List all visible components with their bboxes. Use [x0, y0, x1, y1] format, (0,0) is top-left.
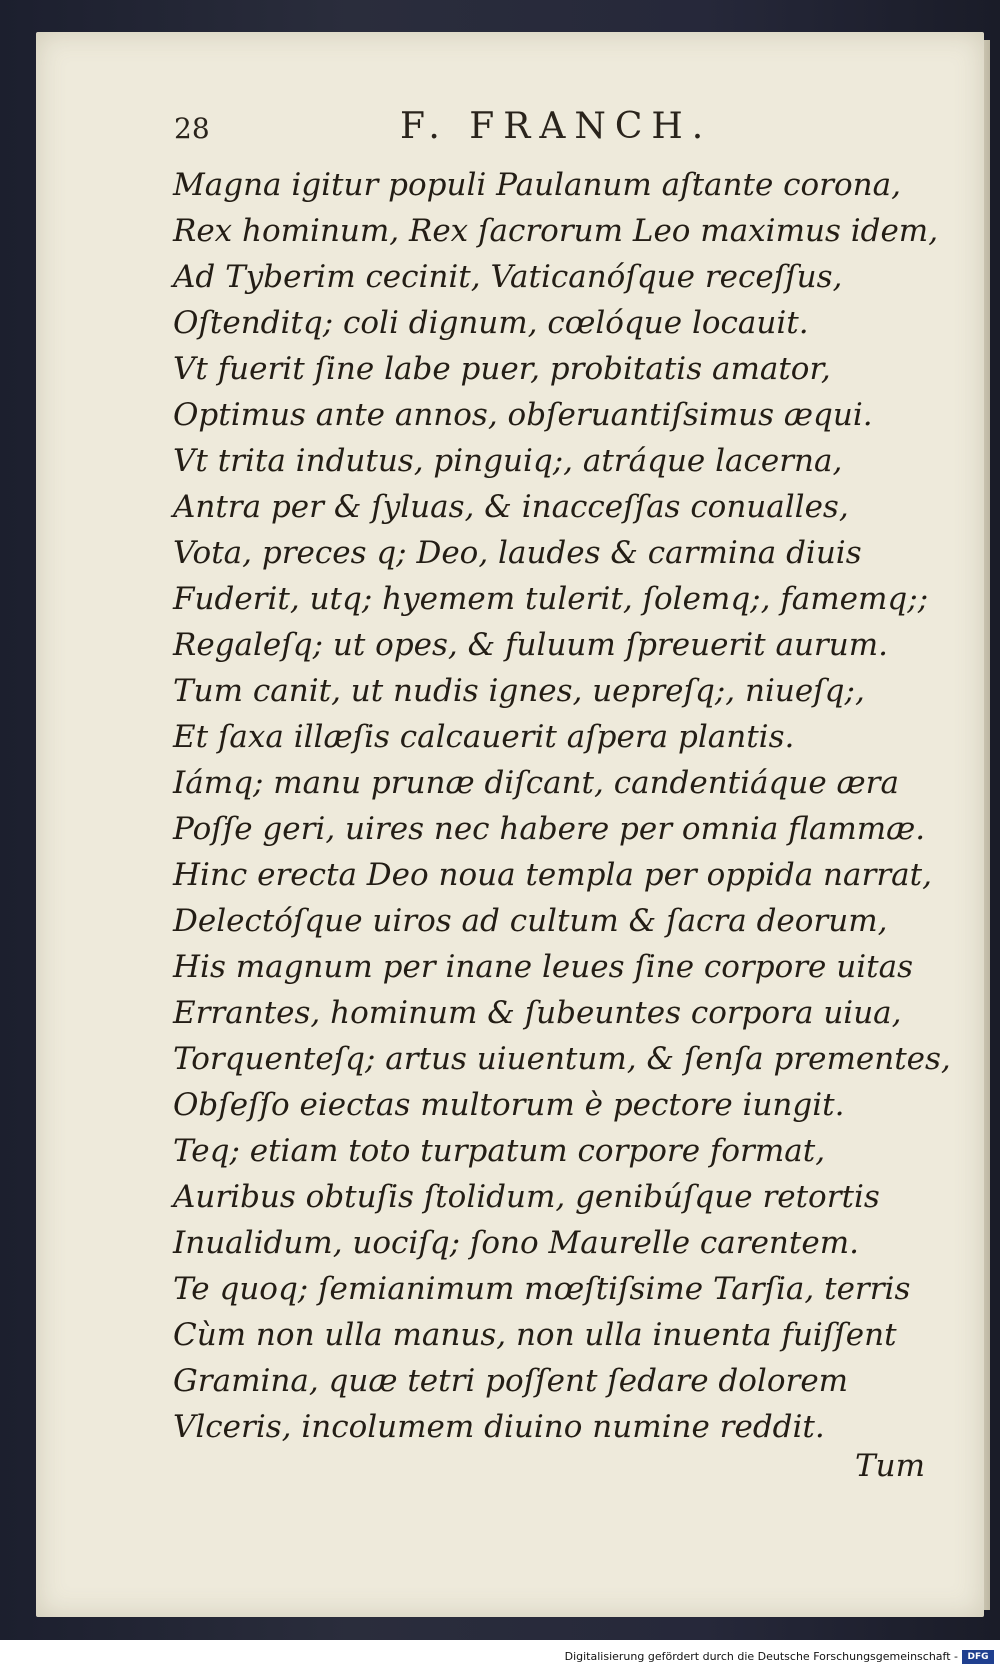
verse-line: Poſſe geri, uires nec habere per omnia flammæ.	[173, 811, 926, 847]
verse-line: Vlceris, incolumem diuino numine reddit.	[173, 1409, 825, 1445]
verse-line: Tum canit, ut nudis ignes, uepreſq;, niueſq;,	[173, 673, 865, 709]
verse-line: Gramina, quæ tetri poſſent ſedare dolorem	[173, 1363, 849, 1399]
verse-line: Delectóſque uiros ad cultum & ſacra deorum,	[173, 903, 888, 939]
dfg-logo: DFG	[962, 1650, 994, 1664]
verse-line: Vt trita indutus, pinguiq;, atráque lacerna,	[173, 443, 843, 479]
verse-line: Torquenteſq; artus uiuentum, & ſenſa prementes,	[173, 1041, 951, 1077]
verse-line: Teq; etiam toto turpatum corpore format,	[173, 1133, 826, 1169]
verse-line: Iámq; manu prunæ diſcant, candentiáque æra	[173, 765, 899, 801]
verse-line: Magna igitur populi Paulanum aſtante corona,	[173, 167, 901, 203]
verse-line: Auribus obtuſis ſtolidum, genibúſque retortis	[173, 1179, 880, 1215]
verse-line: Hinc erecta Deo noua templa per oppida narrat,	[173, 857, 932, 893]
verse-line: Inualidum, uociſq; ſono Maurelle carentem.	[173, 1225, 859, 1261]
verse-line: Rex hominum, Rex ſacrorum Leo maximus idem,	[173, 213, 939, 249]
verse-line: Vt fuerit ſine labe puer, probitatis amator,	[173, 351, 831, 387]
verse-line: Optimus ante annos, obſeruantiſsimus æqui.	[173, 397, 873, 433]
running-head: F. FRANCH.	[400, 106, 713, 147]
verse-line: Et ſaxa illæſis calcauerit aſpera plantis.	[173, 719, 795, 755]
verse-line: Fuderit, utq; hyemem tulerit, ſolemq;, famemq;;	[173, 581, 929, 617]
verse-line: Oſtenditq; coli dignum, cœlóque locauit.	[173, 305, 809, 341]
verse-line: Te quoq; ſemianimum mœſtiſsime Tarſia, terris	[173, 1271, 911, 1307]
verse-line: Vota, preces q; Deo, laudes & carmina diuis	[173, 535, 862, 571]
catchword: Tum	[855, 1448, 926, 1484]
verse-line: Regaleſq; ut opes, & fuluum ſpreuerit aurum.	[173, 627, 888, 663]
verse-line: Antra per & ſyluas, & inacceſſas conualles,	[173, 489, 849, 525]
funding-note: Digitalisierung gefördert durch die Deutsche Forschungsgemeinschaft -	[564, 1650, 958, 1663]
verse-line: Errantes, hominum & ſubeuntes corpora uiua,	[173, 995, 902, 1031]
verse-line: Obſeſſo eiectas multorum è pectore iungit.	[173, 1087, 845, 1123]
verse-line: Ad Tyberim cecinit, Vaticanóſque receſſus,	[173, 259, 843, 295]
verse-line: His magnum per inane leues ſine corpore uitas	[173, 949, 913, 985]
page-number: 28	[174, 112, 210, 145]
verse-line: Cùm non ulla manus, non ulla inuenta fuiſſent	[173, 1317, 897, 1353]
page-header	[160, 104, 900, 154]
verse-text	[173, 162, 951, 1450]
